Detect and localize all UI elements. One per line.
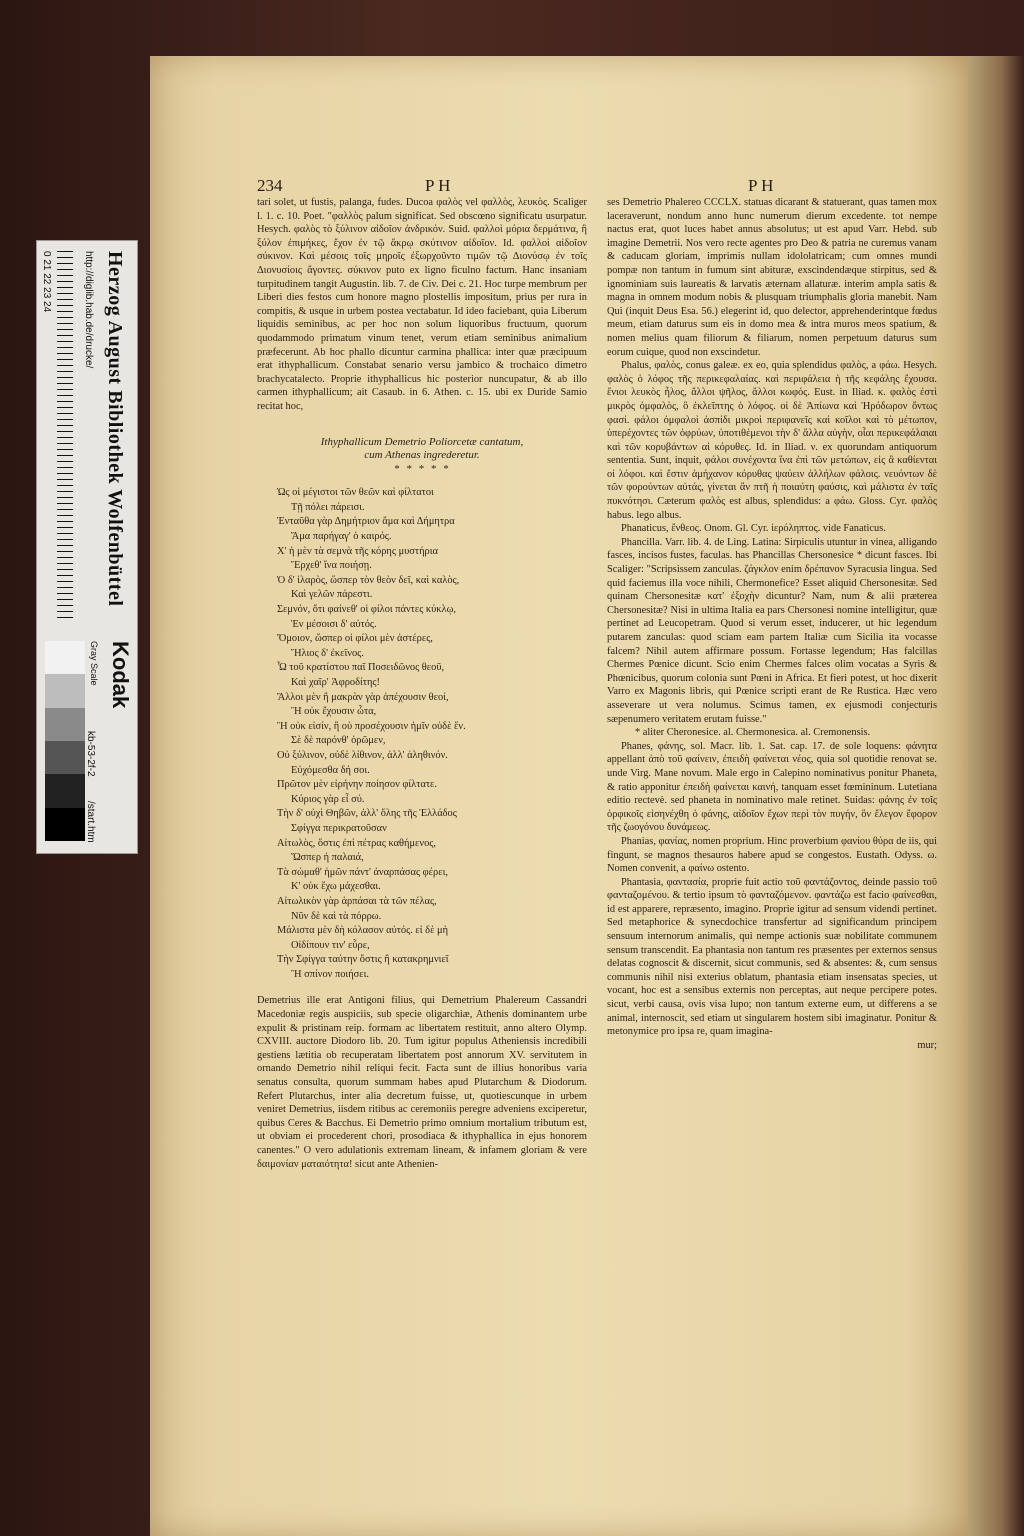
ruler-scale: [57, 251, 73, 621]
poem-line: Ὦ τοῦ κρατίστου παῖ Ποσειδῶνος θεοῦ,: [277, 662, 445, 674]
poem-line: Τὴν Σφίγγα ταύτην ὅστις ἢ κατακρημνιεῖ: [277, 954, 449, 966]
entry-phantasia: Phantasia, φαντασία, proprie fuit actio τοῦ φαντάζοντος, deinde passio τοῦ φανταζομένου. & tertio ipsum τὸ φανταζόμενον. φαντάζω est facio φαίνεσθαι, id est apparere, repræsento, imagino. Proprie igitur ad sensum videndi pertinet. Sed metaphorice & synecdochice transfertur ad significandum principem sensuum internorum animalis, qui nempe actionis suæ nobilitate communem sensum transcendit. Ea phantasia non tantum res præsentes per externos sensus delatas cognoscit & discernit, sicut communis, sed & absentes: &, cum sensus communis nihil nisi exterius oblatum, phantasia etiam insensatas species, ut vocant, hoc est a sensibus externis non perceptas, aut neque percipere potes. sicut, verbi causa, ovis visa lupo; non tantum externe eum, ut differens a se animal, internoscit, sed etiam ut singularem hostem sibi imaginatur. Ponitur & metonymice pro ipsa re, quam imagina-: [607, 876, 937, 1038]
poem-heading-line-1: Ithyphallicum Demetrio Poliorcetæ cantatum,: [320, 435, 524, 448]
running-head-left: P H: [425, 176, 451, 195]
kodak-label: Kodak: [108, 641, 133, 709]
left-prose-1: tari solet, ut fustis, palanga, fudes. Ducoa φαλὸς vel φαλλὸς, λευκὸς. Scaliger l. 1. c. 10. Poet. "φαλλὸς palum significat. Sed obscœno significatu usurpatur. Hesych. φαλὸς τὸ ξύλινον αἰδοῖον ἀνδρικόν. Suid. φαλλοὶ μόρια δερμάτινα, ἢ ξύλον ἐπιμήκες, ἔχον ἐν τῷ ἄκρῳ σκύτινον αἰδοῖον. Id. φαλλοὶ αἰδοῖον σύκινον. Kαὶ μέσοις τοῖς μηροῖς ἐξωρχοῦντο τιμῶν τῷ Διονύσῳ ἐν τοῖς Διονυσίοις ἄγοντες. σύκινον puto ex ligno ficulno factum. Hanc insaniam turpitudinem tangit Augustin. lib. 7. de Civ. Dei c. 21. Hoc turpe membrum per Liberi dies festos cum honore magno plostellis impositum, prius per rura in compitis, & usque in urbem postea vectabatur. Id ideo faciebant, quia Liberum liquidis seminibus, ac per hoc non solum liquoribus fructuum, quorum quodammodo primatum vinum tenet, verum etiam seminibus animalium præfecerunt. Ab hoc phallo dicuntur carmina phallica: inter quæ præcipuum erat ithyphallicum. Constabat senario versu jambico & trochaico dimetro brachycatalecto. Proprie ithyphallicus hic posterior nuncupatur, & ab illo carmen ithyphallicum; ait Casaub. in 6. Athen. c. 15. ubi ex Duride Samio recitat hoc,: [257, 197, 587, 412]
entry-phalus: Phalus, φαλὸς, conus galeæ. ex eo, quia splendidus φαλὸς, a φάω. Hesych. φαλὸς ὁ λόφος τῆς περικεφαλαίας. καὶ περιφάλεια ἡ τῆς κεφάλης ἔχουσα. ἔνιοι λευκὸς ἦλος, ἄλλοι ψῆλος, ἄλλοι κωφός. Eust. in Iliad. κ. φαλὸς ἐστὶ μικρὸς ὀμφαλὸς, ὃ ἐκλεῖπτης ὁ λόφος. οἱ δὲ Ἀπίωνα καὶ Ἡρόδωρον ὄντως φασί. φάλοι ὀμφαλοὶ ἀσπίδι μικροὶ περιφανεῖς καὶ κοῖλοι καὶ τὸ μέτωπον, ὑπερέχοντες τῶν ὀφρύων, ὑποτιθέμενοι τὴν δ' ἄλλα αὐγὴν, οἷαι περικεφάλαιαι καὶ τῶν κορυβάντων αἱ κόρυθες. Id. in Iliad. ν. ex quorundam antiquorum sententia. Sunt, inquit, φάλοι συνέχοντα ἵνα ἐπὶ τῶν μετώπων, εἰς ἃ καθίενται οἱ λόφοι. καὶ ἔστιν ἀμήχανον κόρυθας ψαύειν ἀλλήλων φάλοις. νευόντων δὲ τῶν φορούντων αὐτάς, γίνεται ἂν πτῆ ἡ ποιαύτη φαύσις, καὶ μάλιστα ἐν ταῖς πυκνότησι. Cæterum φαλὸς est albus, splendidus: a φάω. Gloss. Cyr. φαλὸς habus. lego albus.: [607, 360, 937, 521]
shelfmark: kb-53-2f-2: [85, 731, 96, 777]
poem-line: Κύριος γὰρ εἶ σύ.: [291, 793, 365, 805]
gray-patch: [45, 674, 85, 707]
poem-line: Ἔρχεθ' ἵνα ποιήσῃ.: [291, 560, 372, 572]
gray-patch: [45, 774, 85, 807]
poem-line: Κ' οὐκ ἔχω μάχεσθαι.: [291, 881, 381, 893]
poem-heading: [257, 436, 587, 477]
entry-phanaticus: Phanaticus, ἔνθεος. Onom. Gl. Cyr. ἱερόληπτος. vide Fanaticus.: [621, 523, 886, 535]
poem-line: Ἄλλοι μὲν ἢ μακρὰν γὰρ ἀπέχουσιν θεοί,: [277, 691, 449, 703]
poem-stars: * * * * *: [393, 462, 451, 475]
catchword: mur;: [917, 1039, 937, 1051]
poem-line: Τῇ πόλει πάρεισι.: [291, 501, 365, 513]
poem-line: Οὐ ξύλινον, οὐδὲ λίθινον, ἀλλ' ἀληθινόν.: [277, 749, 448, 761]
left-column: [257, 196, 587, 1171]
poem-line: Οἰδίπουν τιν' εὗρε,: [291, 939, 370, 951]
right-column: [607, 196, 937, 1052]
poem-line: Ὡς οἱ μέγιστοι τῶν θεῶν καὶ φίλτατοι: [277, 487, 434, 499]
poem-line: Χ' ἡ μὲν τὰ σεμνὰ τῆς κόρης μυστήρια: [277, 545, 438, 557]
gray-patch: [45, 808, 85, 841]
entry-phancilla: Phancilla. Varr. lib. 4. de Ling. Latina: Sirpiculis utuntur in vinea, alligando fasces, incisos fustes, faculas. has Phancillas Chersonesice * dicunt fasces. Ibi Scaliger: "Scripsissem zanculas. ζάγκλον enim δρέπανον Syracusia lingua. Sed quid faciemus illa voce nihili, Chermonefice? Esset aliquid Chersonesitæ. Sed quinam Chersonesitæ κατ' ἐξοχὴν dicuntur? Nam, num & alii præterea Chersonesitæ? Nisi in ultima Italia ea pars Chersonesi nomine intelligitur, quæ pertinet ad Leucopetram. Quod si verum esset, inducerer, ut hic legendum putarem zanculas: quod sciam eam partem Italiæ cum Sicilia ita vocasse falcem? Nihil autem affirmare possum. Fortasse legendum; Has falcillas Chermes Pœnice dicunt. Scio enim Chermes falces olim vocatas a Syris & Phœnicibus, quorum colonia sunt Pœni in Africa. Et fieri potest, ut hoc dixerit Varro ex Magonis libris, qui Pœnice scripti erant de Re Rustica. Hæc vero asseverare ut vera nolumus. Scimus tamen, ex ejusmodi conjecturis sæpenumero veritatem erutam fuisse.": [607, 536, 937, 725]
poem-line: Ἢ οὐκ εἰσίν, ἢ οὐ προσέχουσιν ἡμῖν οὐδὲ ἕν.: [277, 720, 466, 732]
poem-line: Σὲ δὲ παρόνθ' ὁρῶμεν,: [291, 735, 386, 747]
gray-scale-patches: [45, 641, 85, 841]
poem-line: Ἐνταῦθα γὰρ Δημήτριον ἅμα καὶ Δήμητρα: [277, 516, 455, 528]
page-edge: [968, 56, 1024, 1536]
ithyphallic-poem: [277, 486, 587, 982]
poem-line: Τὰ σώμαθ' ἡμῶν πάντ' ἀναρπάσας φέρει,: [277, 866, 448, 878]
poem-line: Ἥλιος δ' ἐκεῖνος.: [291, 647, 364, 659]
gray-scale-label: Gray Scale: [89, 641, 99, 686]
poem-line: Ὅμοιον, ὥσπερ οἱ φίλοι μὲν ἀστέρες,: [277, 633, 433, 645]
poem-line: Σεμνόν, ὅτι φαίνεθ' οἱ φίλοι πάντες κύκλῳ,: [277, 604, 457, 616]
poem-line: Ὁ δ' ἱλαρὸς, ὥσπερ τὸν θεὸν δεῖ, καὶ καλὸς,: [277, 574, 460, 586]
poem-line: Νῦν δὲ καὶ τὰ πόρρω.: [291, 910, 382, 922]
poem-line: Ἐν μέσοισι δ' αὐτός.: [291, 618, 377, 630]
gray-patch: [45, 708, 85, 741]
entry-phancilla-note: * aliter Cheronesice. al. Chermonesica. al. Cremonensis.: [635, 727, 871, 739]
entry-phanias: Phanias, φανίας, nomen proprium. Hinc proverbium φανίου θύρα de iis, qui fingunt, se magnos thesauros habere apud se congestos. Eustath. Odyss. ω. Nomen convenit, a φαίνω ostento.: [607, 835, 937, 875]
poem-line: Σφίγγα περικρατοῦσαν: [291, 822, 387, 834]
library-url: http://diglib.hab.de/drucke/: [83, 251, 94, 369]
poem-heading-line-2: cum Athenas ingrederetur.: [364, 449, 480, 462]
start-link: /start.htm: [85, 801, 96, 843]
poem-line: Αἰτωλὸς, ὅστις ἐπὶ πέτρας καθήμενος,: [277, 837, 437, 849]
entry-demetrius-continued: ses Demetrio Phalereo CCCLX. statuas dicarant & statuerant, quas tamen mox laceraverunt, nondum anno hunc numerum dierum excedente. tot nempe nactus erat, quot luces habet annus absolutus; ut est apud Varr. Hebd. sub imagine Demetrii. Nos vero recte agentes pro Deo & patria ne curemus vanam & caducam gloriam, imprimis nullam idololatricam; cum omnes mundi pompæ non tantum in fumum sint abituræ, exscindendæque stirpitus, sed & ignominiam suis laureatis & larvatis æternam allaturæ. interim ampla satis & magna in omnem modum nobis & plusquam triumphalis gloria manebit. Nam Qui (inquit Deus Esa. 56.) elegerint id, quo delector, apprehenderintque fœdus meum, etiam daturus sum eis in domo mea & intra muros meos spatium, & nomen melius quam filiorum & filiarum, nomen perpetuum daturus sum eorum cuique, quod non exscindetur.: [607, 197, 937, 358]
poem-line: Τὴν δ' οὐχὶ Θηβῶν, ἀλλ' ὅλης τῆς Ἑλλάδος: [277, 808, 457, 820]
ruler-numbers: 0 21 22 23 24: [41, 251, 52, 313]
gray-patch: [45, 641, 85, 674]
page-number: 234: [257, 176, 283, 195]
running-head-right: P H: [748, 176, 774, 195]
reference-strip: [36, 240, 138, 854]
poem-line: Ἢ σπίνον ποιήσει.: [291, 968, 370, 980]
poem-line: Καὶ γελῶν πάρεστι.: [291, 589, 373, 601]
poem-line: Αἰτωλικὸν γὰρ ἁρπάσαι τὰ τῶν πέλας,: [277, 895, 437, 907]
poem-line: Καὶ χαῖρ' Ἀφροδίτης!: [291, 677, 380, 688]
poem-line: Μάλιστα μὲν δὴ κόλασον αὐτός. εἰ δὲ μὴ: [277, 925, 449, 937]
poem-line: Ὥσπερ ἡ παλαιά,: [291, 852, 364, 864]
poem-line: Πρῶτον μὲν εἰρήνην ποίησον φίλτατε.: [277, 779, 437, 791]
poem-line: Ἢ οὐκ ἔχουσιν ὦτα,: [291, 706, 377, 718]
poem-line: Εὐχόμεσθα δή σοι.: [291, 764, 370, 776]
poem-line: Ἅμα παρήγαγ' ὁ καιρός.: [291, 531, 392, 543]
library-name: Herzog August Bibliothek Wolfenbüttel: [104, 251, 126, 607]
entry-phanes: Phanes, φάνης, sol. Macr. lib. 1. Sat. cap. 17. de sole loquens: φάνητα appellant ἀπὸ τοῦ φαίνειν, ἐπειδὴ φαίνεται νέος, quia sol quotidie renovat se. unde Virg. Mane novum. Male ergo in Calepino nominativus ponitur Phaneta, & ratio apponitur ἐπειδὴ φαίνεται καινή, tanquam esset fœmininum. Lutetiana editio rectevè. sed phaneta in nominativo male retinet. Suidas: φάνης ἐν τοῖς ὀρφικοῖς εἰσηνέχθη ὁ φάνης, αἰδοῖον ἔχων περὶ τὸν πυγήν, ὃν ἔλεγον ἔφορον τῆς ζωογόνου δυνάμεως.: [607, 740, 937, 834]
gray-patch: [45, 741, 85, 774]
left-prose-2: Demetrius ille erat Antigoni filius, qui Demetrium Phalereum Cassandri Macedoniæ regis auspiciis, sub specie oligarchiæ, Athenis dominantem urbe expulit & pristinam reip. formam ac libertatem restituit, anno altero Olymp. CXVIII. auctore Diodoro lib. 20. Tum igitur populus Atheniensis incredibili gestiens lætitia ob recuperatam libertatem post annorum XV. servitutem in ornando Demetrio nihil reliqui fecit. Facta sunt de illius honoribus varia senatus consulta, quorum summam habes apud Plutarchum & Diodorum. Refert Plutarchus, inter alia decretum fuisse, ut, quotiescunque in urbem veniret Demetrius, iisdem ritibus ac ceremoniis peregre adveniens exciperetur, quibus Ceres & Bacchus. Ei Demetrio primo omnium mortalium tributum est, ut obviam ei procederent chori, prosodiaca & ithyphallica in ejus honorem canentes." O vero adulationis extremam lineam, & infamem gloriam & vere δαιμονίαν ματαιότητα! sicut ante Athenien-: [257, 995, 587, 1170]
